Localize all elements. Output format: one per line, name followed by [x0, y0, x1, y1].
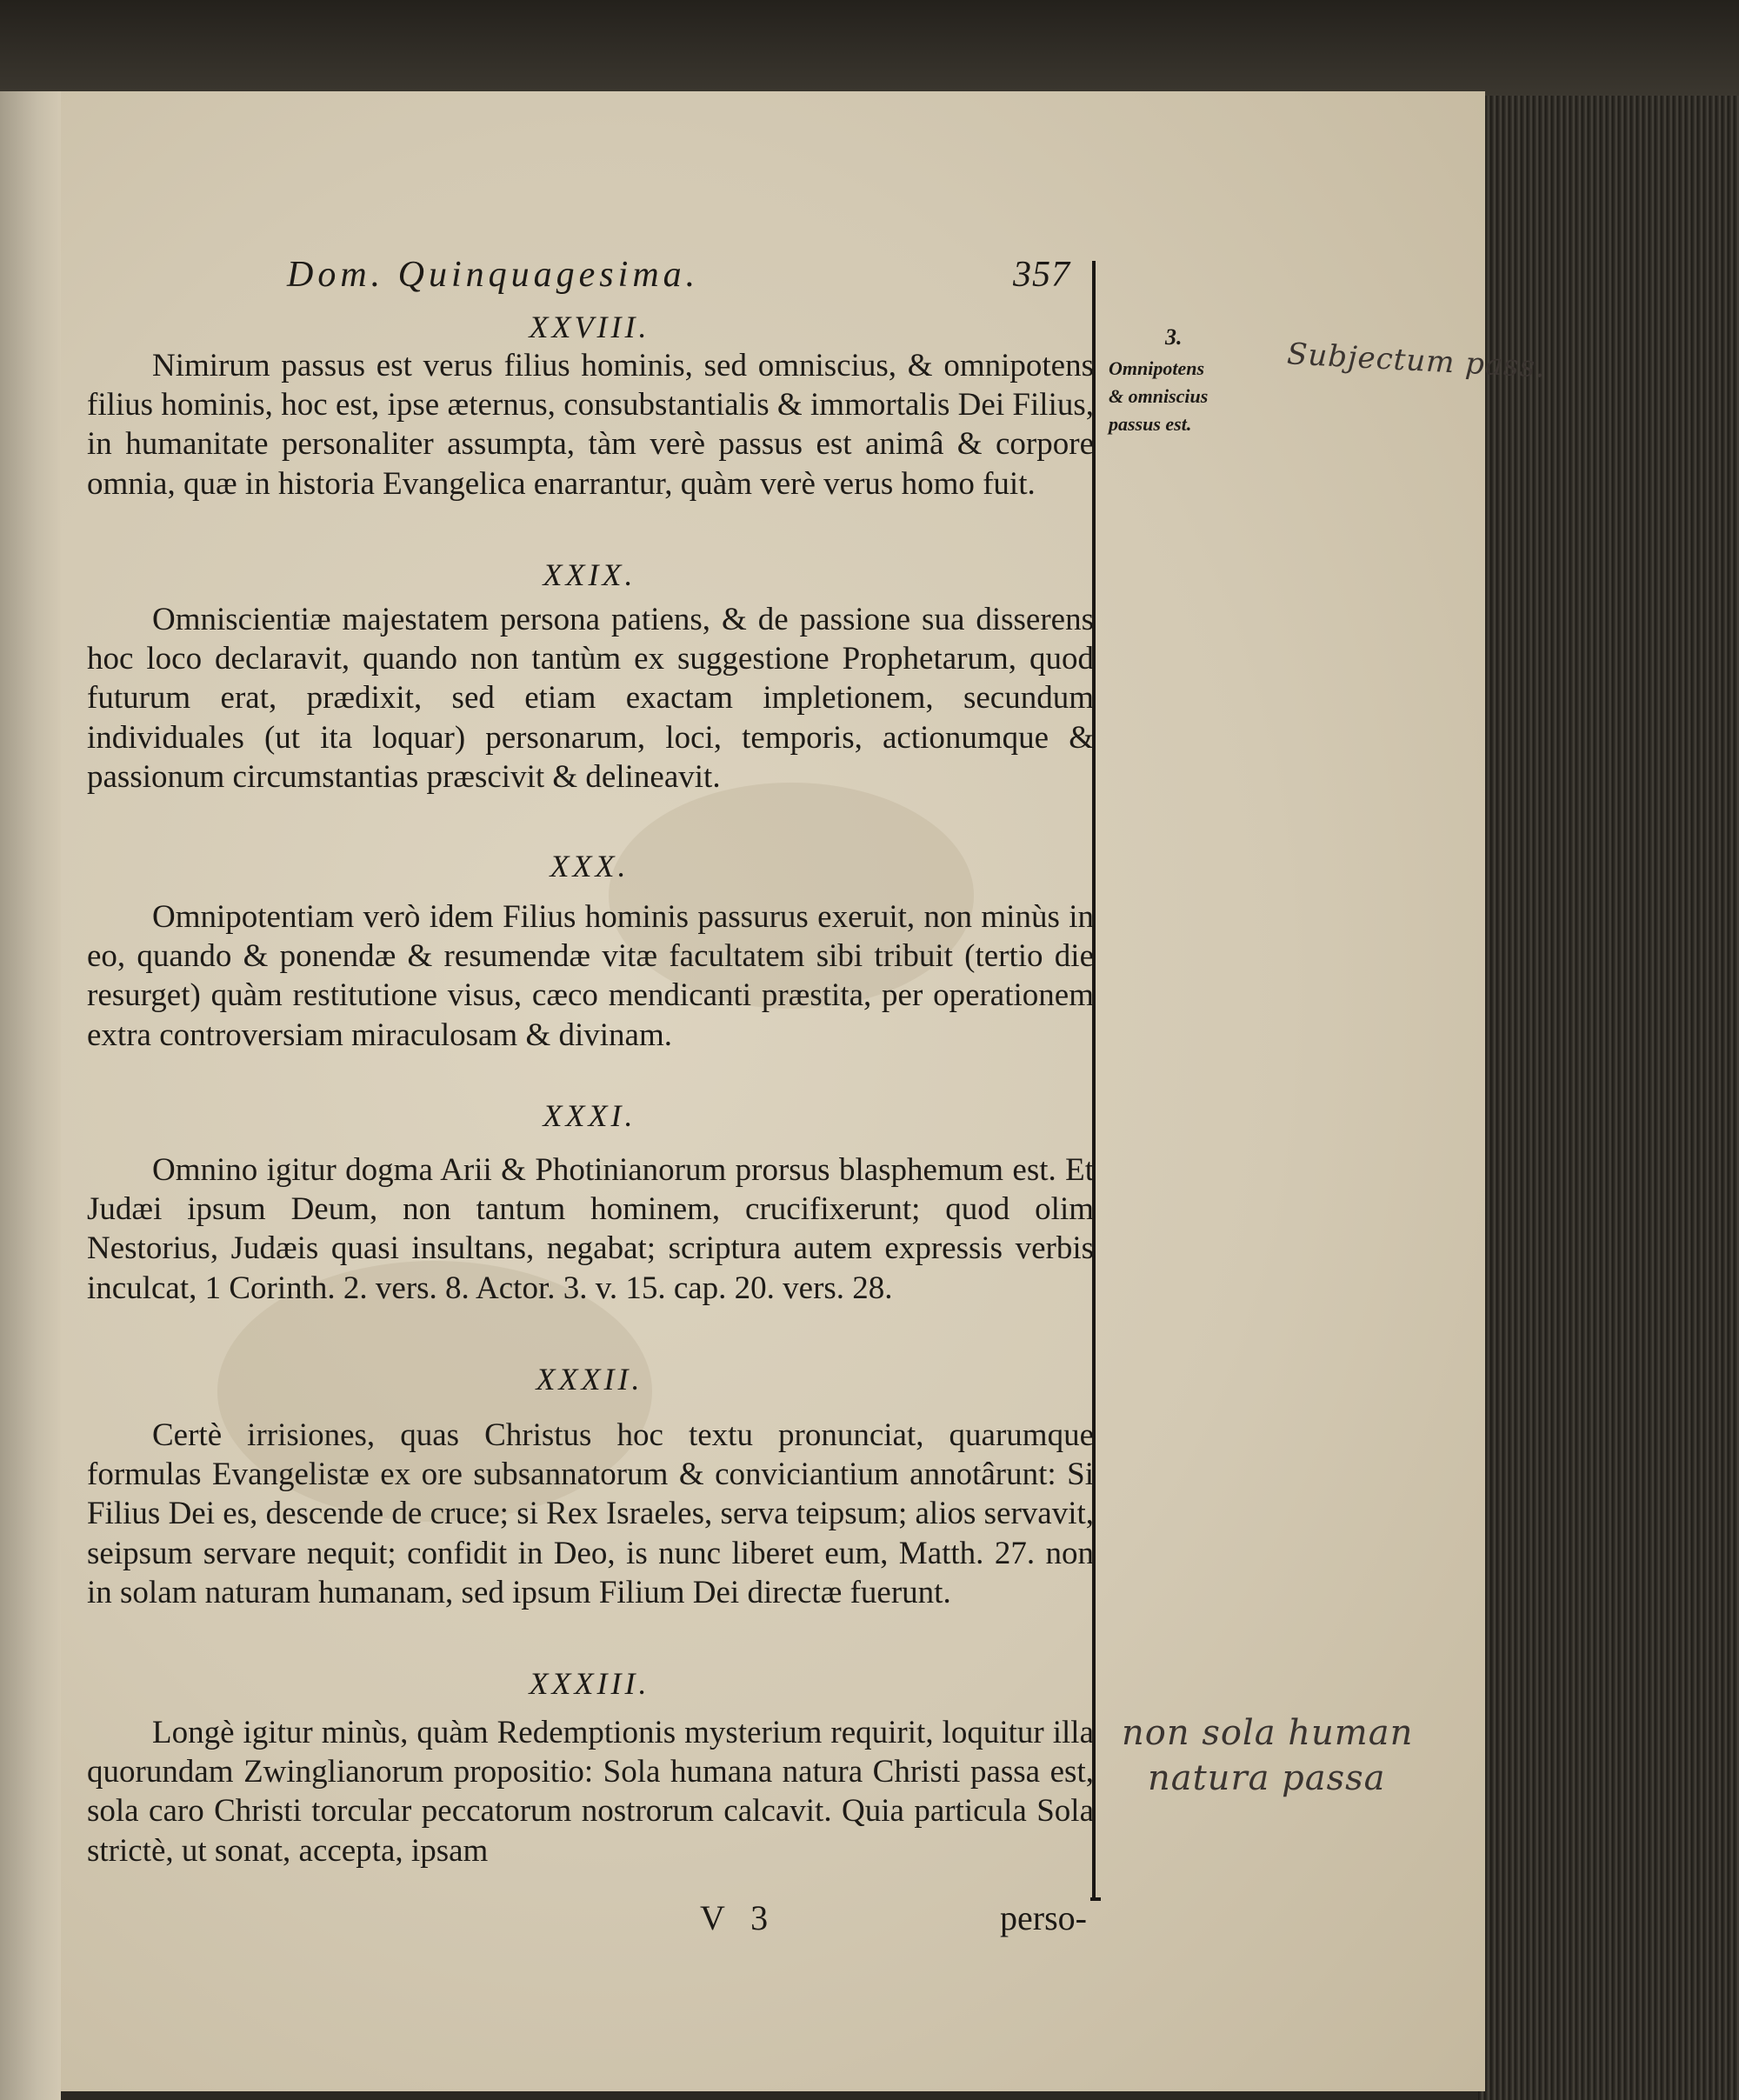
- handwritten-annotation: non sola human: [1122, 1713, 1414, 1753]
- handwritten-annotation: natura passa: [1148, 1758, 1386, 1798]
- signature-mark: V 3: [700, 1898, 777, 1937]
- margin-rule-tick: [1090, 1897, 1101, 1901]
- section-paragraph: [87, 1416, 1094, 1612]
- margin-note-line: Omnipotens: [1109, 357, 1205, 379]
- margin-note-line: & omniscius: [1109, 385, 1209, 407]
- section-paragraph: [87, 897, 1094, 1055]
- section-paragraph: [87, 1713, 1094, 1870]
- paragraph-text: Nimirum passus est verus filius hominis, sed omniscius, & omnipotens filius hominis, hoc est, ipse æternus, consubstantialis & immortalis Dei Filius, in humanitate personaliter assumpta, tàm verè passus est animâ & corpore omnia, quæ in historia Evangelica enarrantur, quàm verè verus homo fuit.: [87, 348, 1094, 502]
- section-paragraph: [87, 346, 1094, 503]
- running-title: Dom. Quinquagesima.: [287, 255, 700, 295]
- handwritten-annotation: Subjectum pass.: [1286, 337, 1547, 385]
- section-paragraph: [87, 1150, 1094, 1308]
- section-numeral: XXX.: [550, 849, 630, 883]
- section-numeral: XXVIII.: [529, 310, 650, 344]
- page-number: 357: [1013, 255, 1070, 295]
- paragraph-text: Omnipotentiam verò idem Filius hominis passurus exeruit, non minùs in eo, quando & ponendæ & resumendæ vitæ facultatem sibi tribuit (tertio die resurget) quàm restitutione visus, cæco mendicanti præstita, per operationem extra controversiam miraculosam & divinam.: [87, 899, 1094, 1053]
- background-table: [0, 0, 1739, 96]
- book-fore-edge: [1478, 96, 1739, 2100]
- margin-note-line: passus est.: [1109, 413, 1192, 435]
- paragraph-text: Longè igitur minùs, quàm Redemptionis mysterium requirit, loquitur illa quorundam Zwinglianorum propositio: Sola humana natura Christi passa est, sola caro Christi torcular peccatorum nostrorum calcavit. Quia particula Sola strictè, ut sonat, accepta, ipsam: [87, 1715, 1094, 1869]
- section-numeral: XXIX.: [543, 557, 636, 592]
- page-gutter: [0, 91, 61, 2100]
- section-numeral: XXXIII.: [529, 1666, 650, 1701]
- section-paragraph: [87, 600, 1094, 797]
- margin-rule: [1092, 261, 1096, 1900]
- margin-note-number: 3.: [1165, 324, 1183, 350]
- catchword: perso-: [1000, 1898, 1087, 1937]
- section-numeral: XXXII.: [536, 1362, 643, 1397]
- section-numeral: XXXI.: [543, 1098, 636, 1133]
- paragraph-text: Certè irrisiones, quas Christus hoc textu pronunciat, quarumque formulas Evangelistæ ex ore subsannatorum & conviciantium annotârunt: Si Filius Dei es, descende de cruce; si Rex Israeles, serva teipsum; alios servavit, seipsum servare nequit; confidit in Deo, is nunc liberet eum, Matth. 27. non in solam naturam humanam, sed ipsum Filium Dei directæ fuerunt.: [87, 1417, 1094, 1610]
- paragraph-text: Omniscientiæ majestatem persona patiens, & de passione sua disserens hoc loco declaravit, quando non tantùm ex suggestione Prophetarum, quod futurum erat, prædixit, sed etiam exactam impletionem, secundum individuales (ut ita loquar) personarum, loci, temporis, actionumque & passionum circumstantias præscivit & delineavit.: [87, 602, 1094, 795]
- paragraph-text: Omnino igitur dogma Arii & Photinianorum prorsus blasphemum est. Et Judæi ipsum Deum, non tantum hominem, crucifixerunt; quod olim Nestorius, Judæis quasi insultans, negabat; scriptura autem expressis verbis inculcat, 1 Corinth. 2. vers. 8. Actor. 3. v. 15. cap. 20. vers. 28.: [87, 1152, 1094, 1306]
